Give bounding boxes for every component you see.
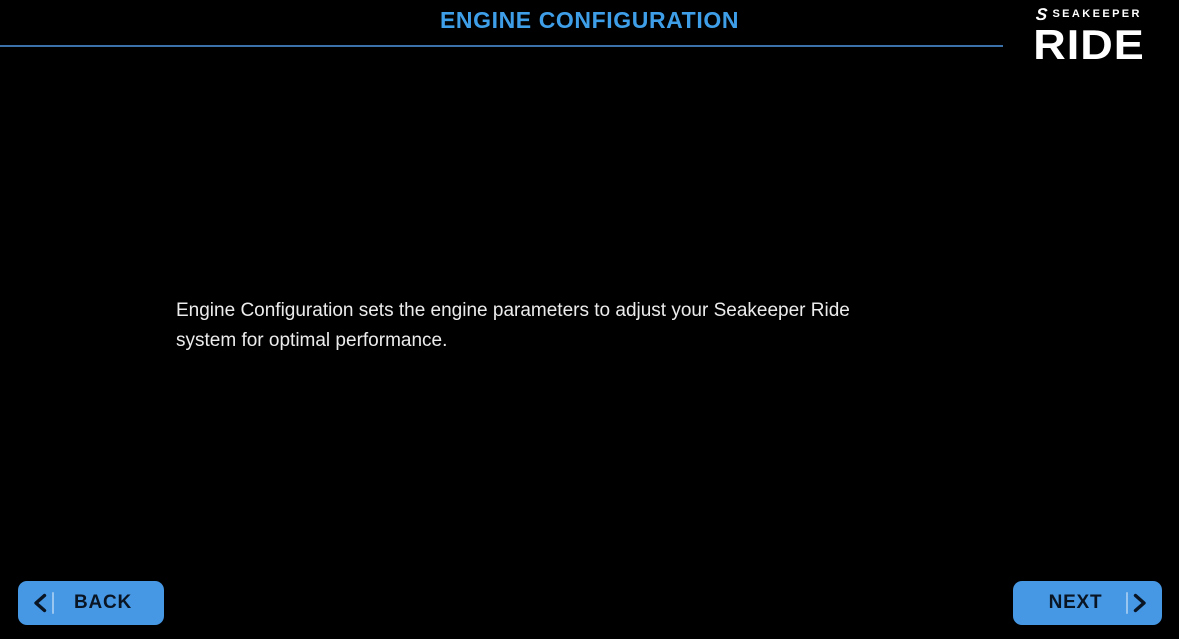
back-button[interactable]	[18, 581, 164, 625]
description-line-1: Engine Configuration sets the engine parameters to adjust your Seakeeper Ride	[176, 300, 850, 321]
title-underline	[0, 45, 1003, 47]
logo-product-text: RIDE	[1033, 21, 1145, 69]
seakeeper-s-icon: S	[1035, 5, 1049, 24]
page-title: ENGINE CONFIGURATION	[439, 7, 740, 33]
description-text	[176, 296, 850, 356]
logo-brand-text: SEAKEEPER	[1052, 8, 1142, 20]
description-line-2: system for optimal performance.	[176, 330, 448, 351]
next-button[interactable]	[1013, 581, 1162, 625]
seakeeper-ride-logo	[1015, 6, 1163, 67]
next-button-label: NEXT	[1048, 592, 1103, 613]
back-button-label: BACK	[73, 592, 133, 613]
chevron-right-icon	[1128, 591, 1150, 615]
chevron-left-icon	[30, 591, 52, 615]
